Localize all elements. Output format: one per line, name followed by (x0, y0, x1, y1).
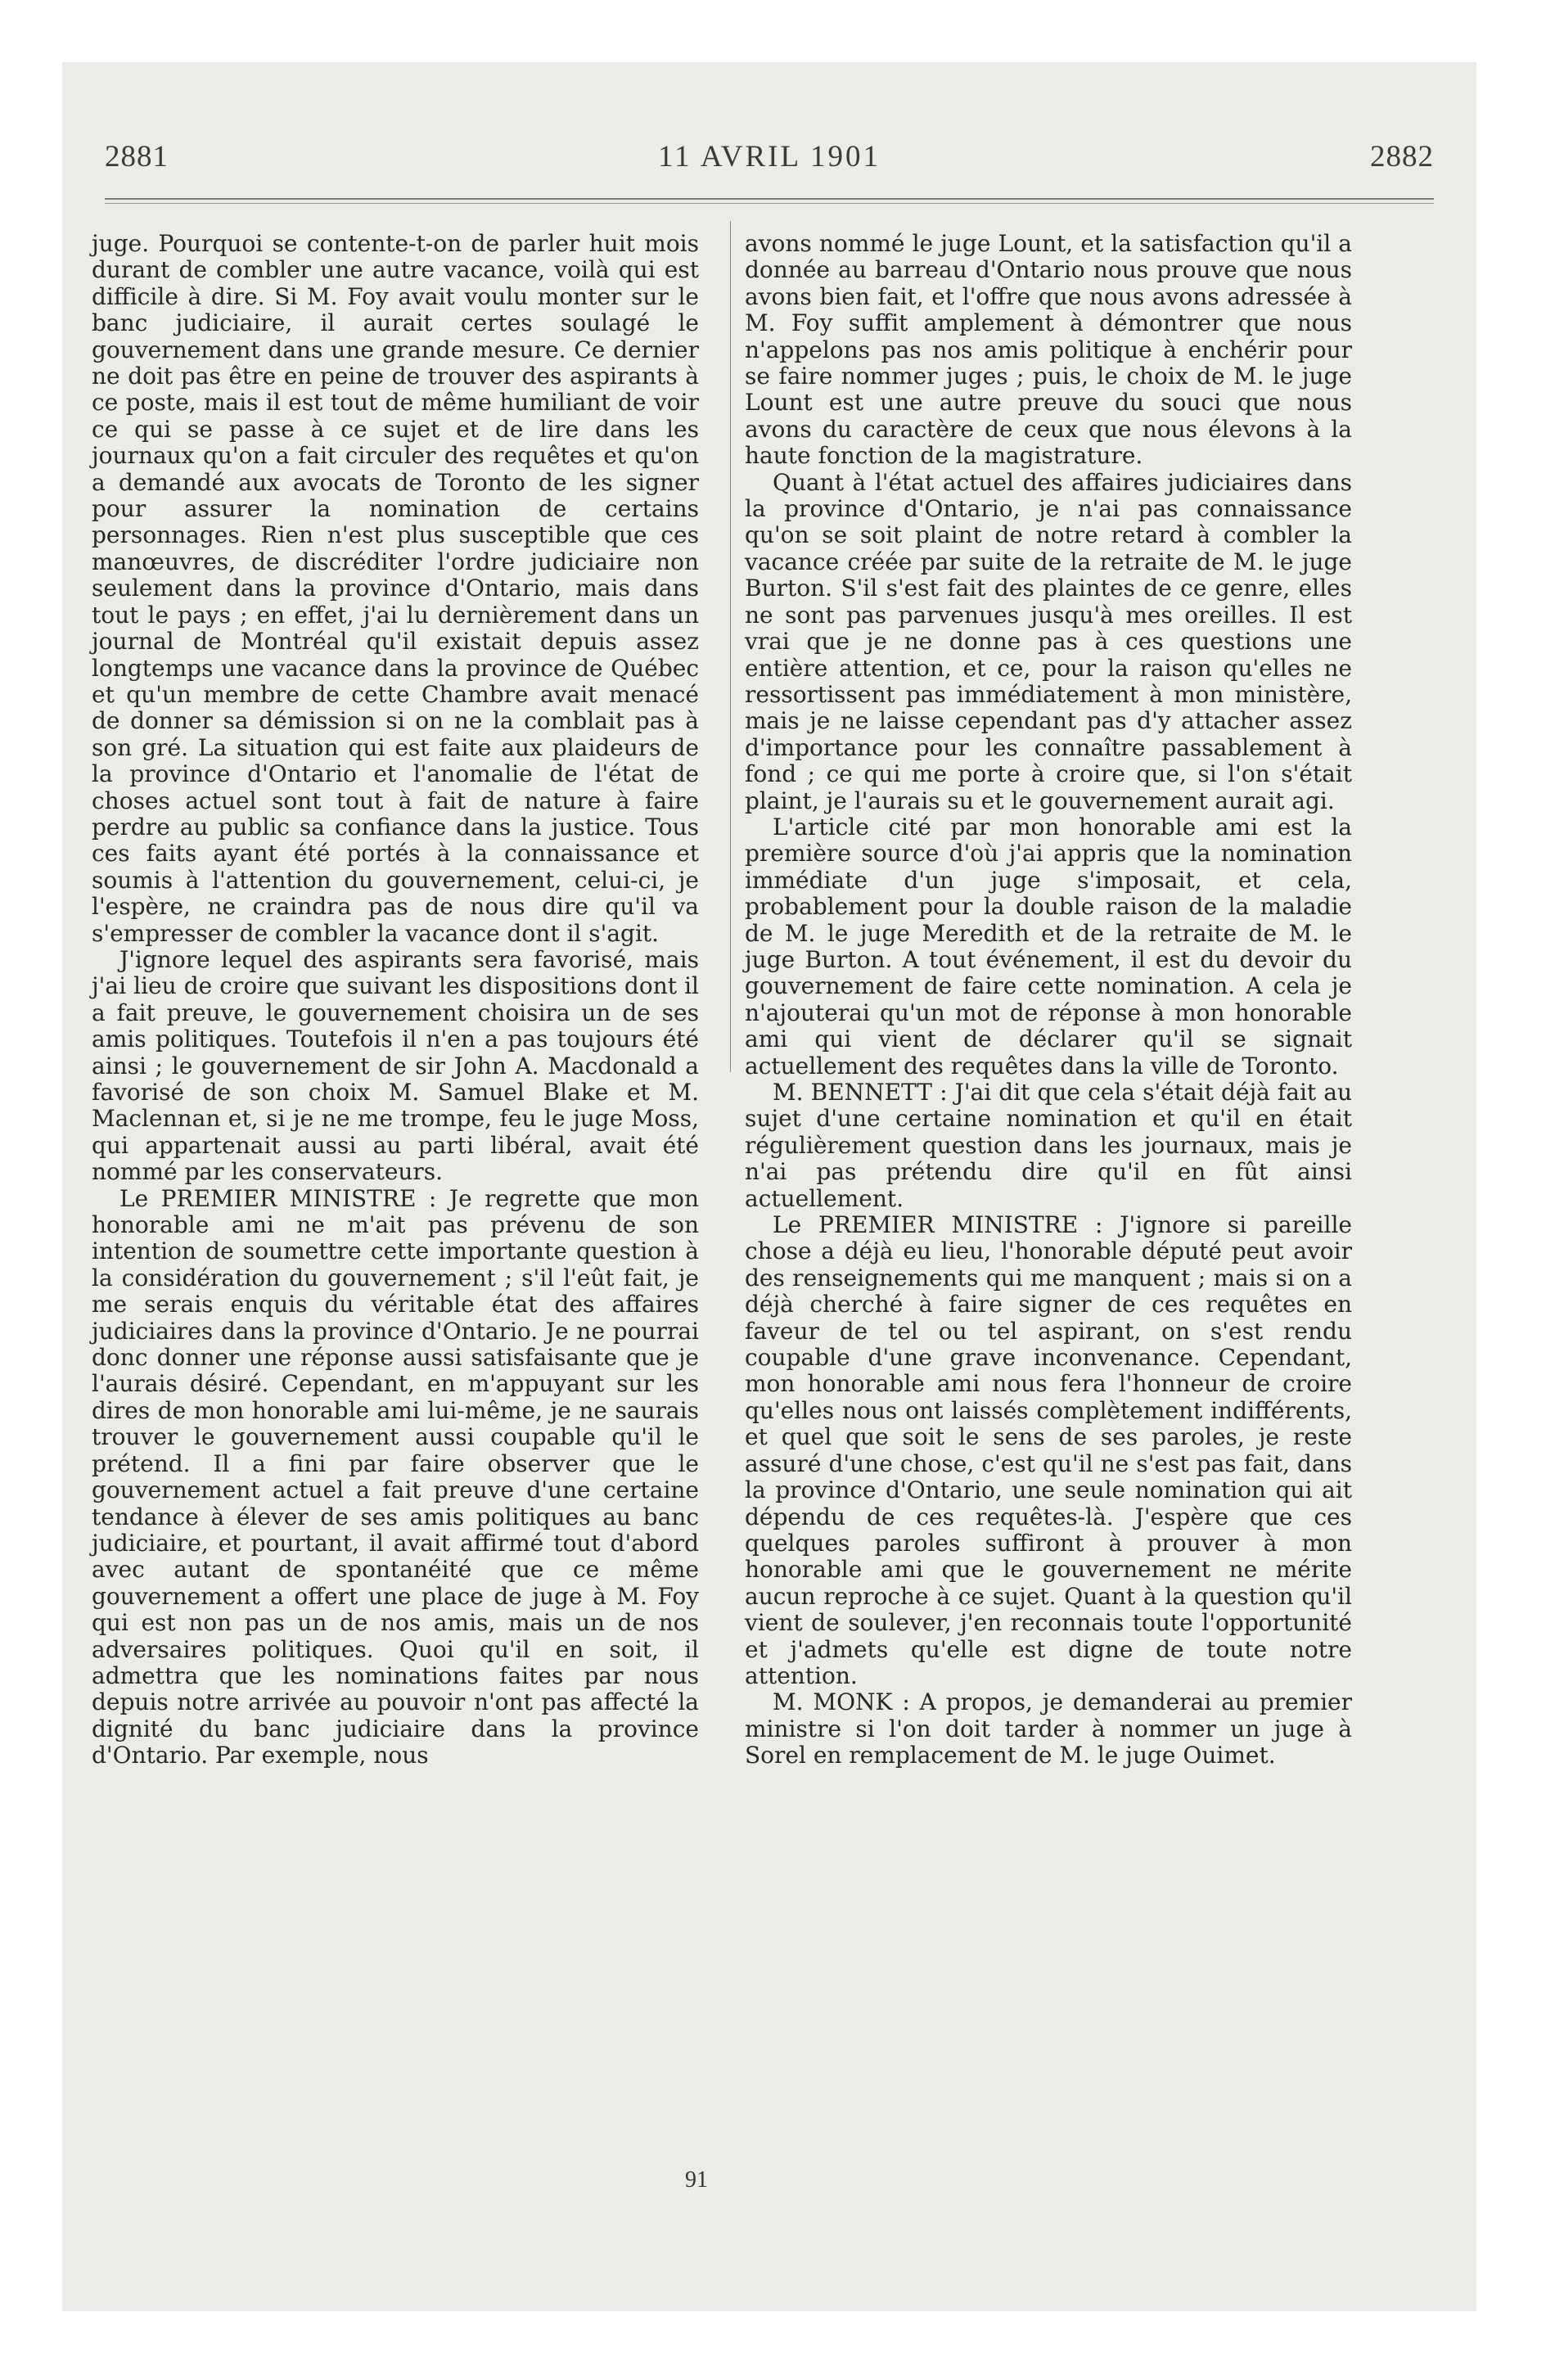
page-date: 11 AVRIL 1901 (658, 140, 881, 174)
header-rule-thin (105, 203, 1434, 204)
paragraph: Quant à l'état actuel des affaires judiciaires dans la province d'Ontario, je n'ai pas connaissance qu'on se soit plaint de notre retard à combler la vacance créée par suite de la retraite de M. le juge Burton. S'il s'est fait des plaintes de ce genre, elles ne sont pas parvenues jusqu'à mes oreilles. Il est vrai que je ne donne pas à ces questions une entière attention, et ce, pour la raison qu'elles ne ressortissent pas immédiatement à mon ministère, mais je ne laisse cependant pas d'y attacher assez d'importance pour les connaître passablement à fond ; ce qui me porte à croire que, si l'on s'était plaint, je l'aurais su et le gouvernement aurait agi. (745, 468, 1352, 814)
paragraph: Le PREMIER MINISTRE : Je regrette que mon honorable ami ne m'ait pas prévenu de son intention de soumettre cette importante question à la considération du gouvernement ; s'il l'eût fait, je me serais enquis du véritable état des affaires judiciaires dans la province d'Ontario. Je ne pourrai donc donner une réponse aussi satisfaisante que je l'aurais désiré. Cependant, en m'appuyant sur les dires de mon honorable ami lui-même, je ne saurais trouver le gouvernement aussi coupable qu'il le prétend. Il a fini par faire observer que le gouvernement actuel a fait preuve d'une certaine tendance à élever de ses amis politiques au banc judiciaire, et pourtant, il avait affirmé tout d'abord avec autant de spontanéité que ce même gouvernement a offert une place de juge à M. Foy qui est non pas un de nos amis, mais un de nos adversaires politiques. Quoi qu'il en soit, il admettra que les nominations faites par nous depuis notre arrivée au pouvoir n'ont pas affecté la dignité du banc judiciaire dans la province d'Ontario. Par exemple, nous (92, 1184, 699, 1769)
scanned-page (62, 62, 1476, 2311)
left-column (92, 231, 699, 1769)
right-column (745, 231, 1352, 1769)
paragraph: juge. Pourquoi se contente-t-on de parler huit mois durant de combler une autre vacance, voilà qui est difficile à dire. Si M. Foy avait voulu monter sur le banc judiciaire, il aurait certes soulagé le gouvernement dans une grande mesure. Ce dernier ne doit pas être en peine de trouver des aspirants à ce poste, mais il est tout de même humiliant de voir ce qui se passe à ce sujet et de lire dans les journaux qu'on a fait circuler des requêtes et qu'on a demandé aux avocats de Toronto de les signer pour assurer la nomination de certains personnages. Rien n'est plus susceptible que ces manœuvres, de discréditer l'ordre judiciaire non seulement dans la province d'Ontario, mais dans tout le pays ; en effet, j'ai lu dernièrement dans un journal de Montréal qu'il existait depuis assez longtemps une vacance dans la province de Québec et qu'un membre de cette Chambre avait menacé de donner sa démission si on ne la comblait pas à son gré. La situation qui est faite aux plaideurs de la province d'Ontario et l'anomalie de l'état de choses actuel sont tout à fait de nature à faire perdre au public sa confiance dans la justice. Tous ces faits ayant été portés à la connaissance et soumis à l'attention du gouvernement, celui-ci, je l'espère, ne craindra pas de nous dire qu'il va s'empresser de combler la vacance dont il s'agit. (92, 230, 699, 947)
page-number-left: 2881 (105, 140, 169, 174)
paragraph: J'ignore lequel des aspirants sera favorisé, mais j'ai lieu de croire que suivant les dispositions dont il a fait preuve, le gouvernement choisira un de ses amis politiques. Toutefois il n'en a pas toujours été ainsi ; le gouvernement de sir John A. Macdonald a favorisé de son choix M. Samuel Blake et M. Maclennan et, si je ne me trompe, feu le juge Moss, qui appartenait aussi au parti libéral, avait été nommé par les conservateurs. (92, 945, 699, 1186)
header-rule (105, 198, 1434, 200)
page-number-right: 2882 (1370, 140, 1434, 174)
column-divider (730, 221, 731, 1072)
folio-number: 91 (685, 2167, 708, 2193)
paragraph: M. BENNETT : J'ai dit que cela s'était déjà fait au sujet d'une certaine nomination et qu'il en était régulièrement question dans les journaux, mais je n'ai pas prétendu dire qu'il en fût ainsi actuellement. (745, 1079, 1352, 1212)
paragraph: Le PREMIER MINISTRE : J'ignore si pareille chose a déjà eu lieu, l'honorable député peut avoir des renseignements qui me manquent ; mais si on a déjà cherché à faire signer de ces requêtes en faveur de tel ou tel aspirant, on s'est rendu coupable d'une grave inconvenance. Cependant, mon honorable ami nous fera l'honneur de croire qu'elles nous ont laissés complètement indifférents, et quel que soit le sens de ses paroles, je reste assuré d'une chose, c'est qu'il ne s'est pas fait, dans la province d'Ontario, une seule nomination qui ait dépendu de ces requêtes-là. J'espère que ces quelques paroles suffiront à prouver à mon honorable ami que le gouvernement ne mérite aucun reproche à ce sujet. Quant à la question qu'il vient de soulever, j'en reconnais toute l'opportunité et j'admets qu'elle est digne de toute notre attention. (745, 1211, 1352, 1689)
page-header (62, 139, 1476, 180)
paragraph: L'article cité par mon honorable ami est la première source d'où j'ai appris que la nomination immédiate d'un juge s'imposait, et cela, probablement pour la double raison de la maladie de M. le juge Meredith et de la retraite de M. le juge Burton. A tout événement, il est du devoir du gouvernement de faire cette nomination. A cela je n'ajouterai qu'un mot de réponse à mon honorable ami qui vient de déclarer qu'il se signait actuellement des requêtes dans la ville de Toronto. (745, 813, 1352, 1080)
paragraph: avons nommé le juge Lount, et la satisfaction qu'il a donnée au barreau d'Ontario nous prouve que nous avons bien fait, et l'offre que nous avons adressée à M. Foy suffit amplement à démontrer que nous n'appelons pas nos amis politique à enchérir pour se faire nommer juges ; puis, le choix de M. le juge Lount est une autre preuve du souci que nous avons du caractère de ceux que nous élevons à la haute fonction de la magistrature. (745, 230, 1352, 470)
paragraph: M. MONK : A propos, je demanderai au premier ministre si l'on doit tarder à nommer un juge à Sorel en remplacement de M. le juge Ouimet. (745, 1688, 1352, 1769)
